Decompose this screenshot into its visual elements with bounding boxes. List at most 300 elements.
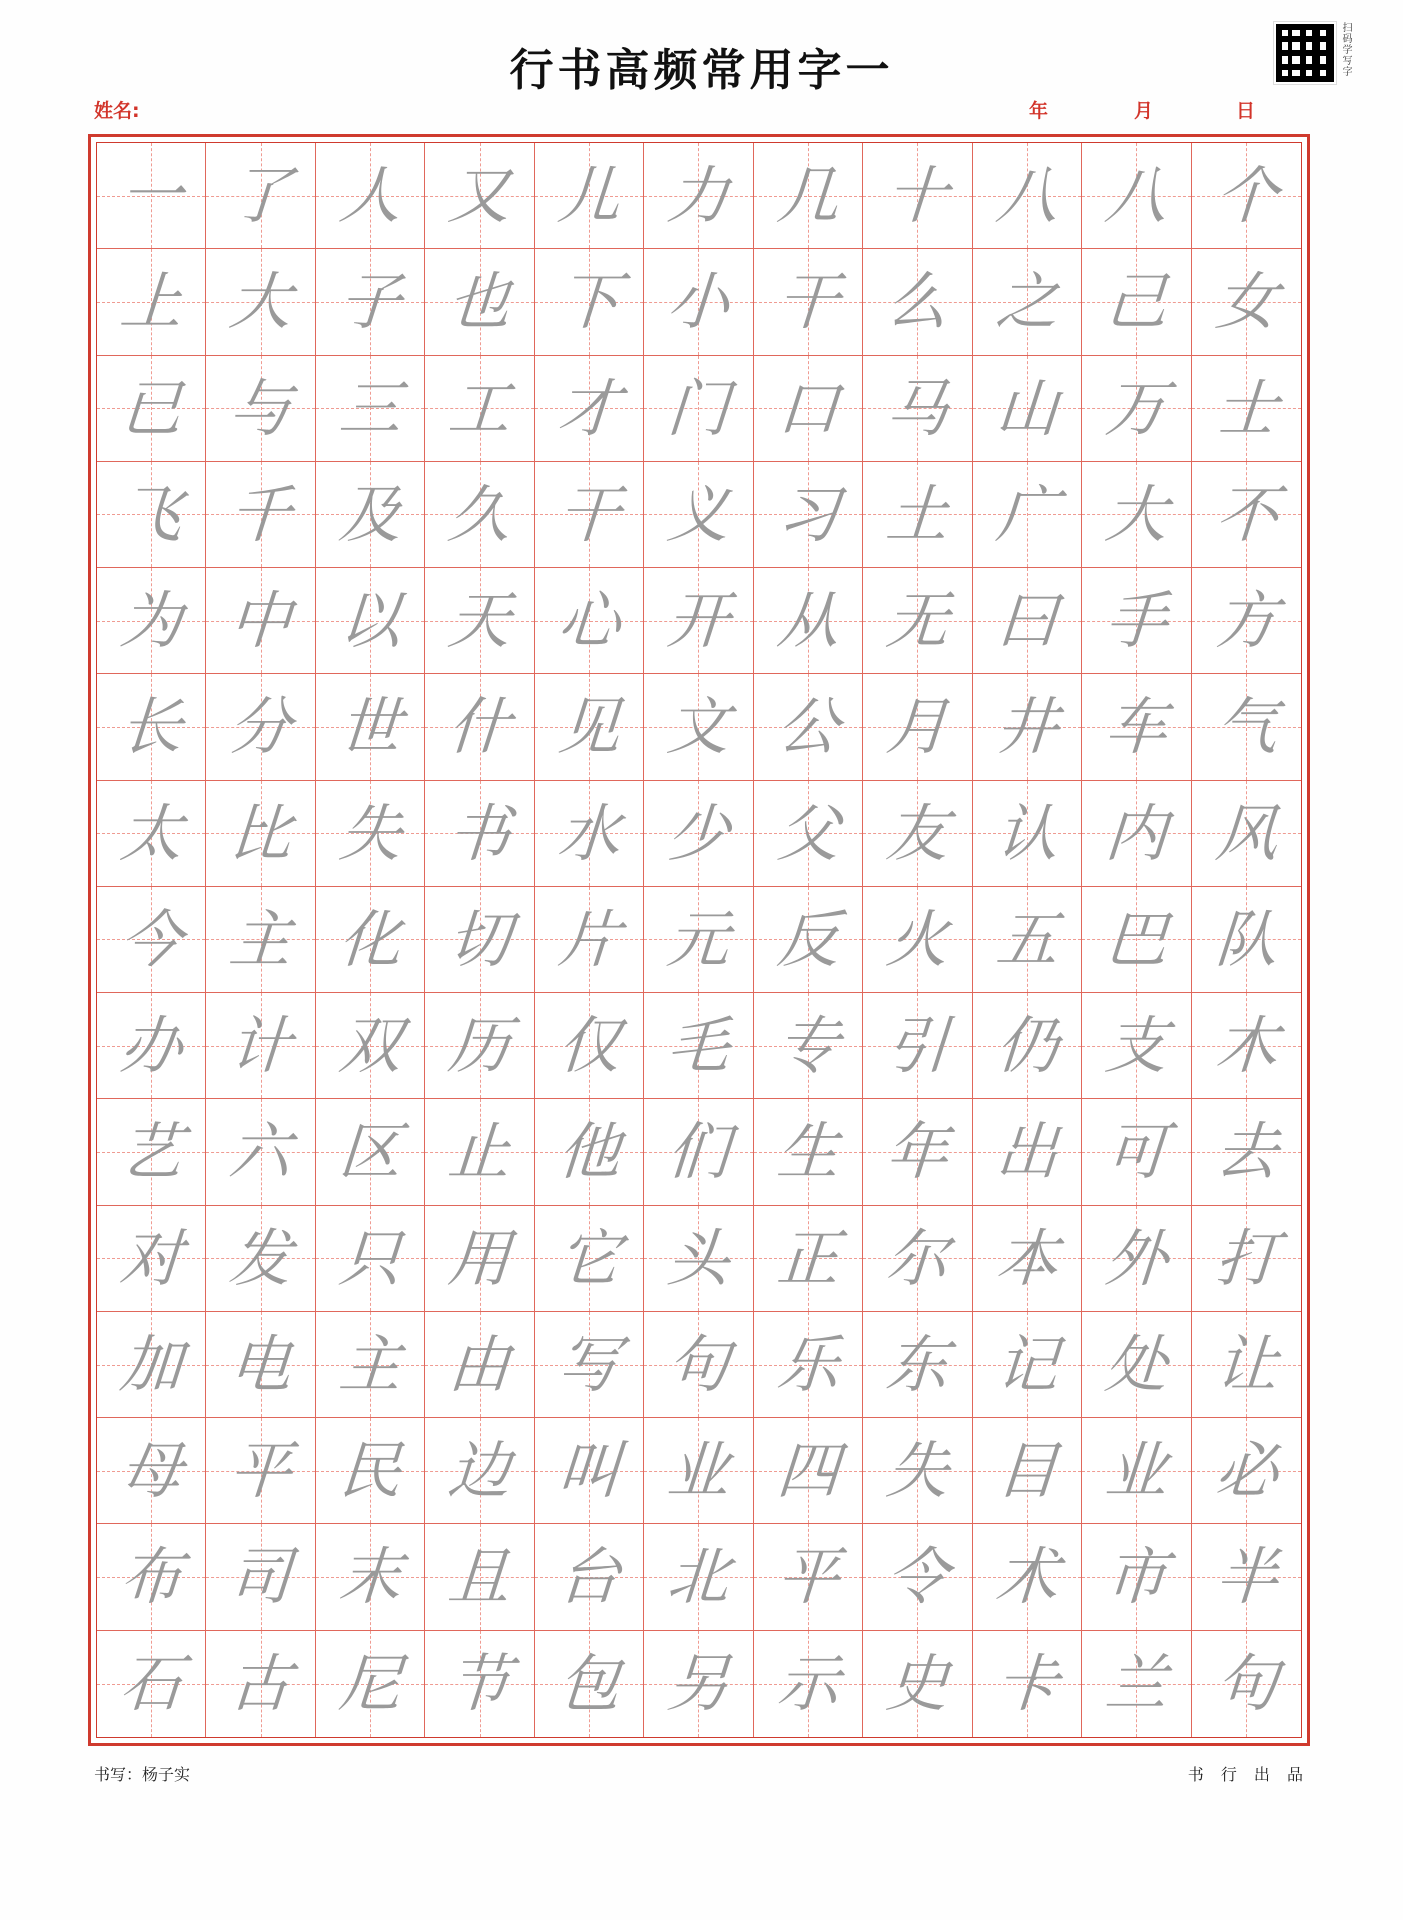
practice-cell[interactable] (425, 143, 534, 249)
practice-cell[interactable] (425, 993, 534, 1099)
practice-cell[interactable] (535, 1312, 644, 1418)
practice-cell[interactable] (316, 887, 425, 993)
practice-character: 办 (117, 1008, 185, 1082)
footer-author: 书写：杨子实 (94, 1765, 191, 1784)
practice-cell[interactable] (425, 462, 534, 568)
practice-cell[interactable] (316, 674, 425, 780)
practice-character: 六 (227, 1115, 295, 1189)
practice-cell[interactable] (425, 1206, 534, 1312)
practice-character: 见 (555, 689, 623, 763)
practice-cell[interactable] (1082, 1206, 1191, 1312)
practice-character: 片 (555, 902, 623, 976)
practice-cell[interactable] (1082, 249, 1191, 355)
practice-character: 支 (1102, 1008, 1170, 1082)
practice-character: 业 (1102, 1433, 1170, 1507)
practice-character: 另 (664, 1646, 733, 1720)
practice-cell[interactable] (1082, 1418, 1191, 1524)
practice-cell[interactable] (863, 993, 972, 1099)
practice-character: 力 (664, 158, 733, 232)
practice-character: 叫 (555, 1433, 623, 1507)
practice-character: 历 (446, 1008, 514, 1082)
practice-cell[interactable] (1082, 568, 1191, 674)
practice-cell[interactable] (1192, 1099, 1301, 1205)
page-title: 行书高频常用字一 (509, 45, 894, 96)
practice-cell[interactable] (644, 356, 753, 462)
practice-character: 令 (883, 1540, 951, 1614)
practice-cell[interactable] (644, 1206, 753, 1312)
practice-cell[interactable] (535, 1524, 644, 1630)
practice-cell[interactable] (973, 1206, 1082, 1312)
practice-cell[interactable] (973, 1418, 1082, 1524)
practice-character: 双 (336, 1008, 404, 1082)
practice-cell[interactable] (97, 1312, 206, 1418)
practice-cell[interactable] (425, 568, 534, 674)
practice-cell[interactable] (97, 781, 206, 887)
practice-character: 从 (774, 583, 842, 657)
practice-cell[interactable] (754, 1631, 863, 1737)
qr-caption: 扫码学写字 (1340, 22, 1351, 77)
practice-cell[interactable] (206, 143, 315, 249)
practice-cell[interactable] (1082, 1099, 1191, 1205)
practice-character: 八 (993, 158, 1061, 232)
practice-cell[interactable] (97, 249, 206, 355)
practice-cell[interactable] (754, 356, 863, 462)
practice-cell[interactable] (644, 143, 753, 249)
practice-character: 台 (555, 1540, 623, 1614)
practice-character: 习 (774, 477, 842, 551)
practice-cell[interactable] (973, 462, 1082, 568)
practice-cell[interactable] (754, 887, 863, 993)
practice-cell[interactable] (973, 249, 1082, 355)
practice-cell[interactable] (644, 1418, 753, 1524)
practice-character: 记 (993, 1327, 1061, 1401)
practice-cell[interactable] (754, 568, 863, 674)
practice-cell[interactable] (644, 674, 753, 780)
practice-character: 引 (883, 1008, 951, 1082)
practice-cell[interactable] (754, 1312, 863, 1418)
practice-character: 四 (774, 1433, 842, 1507)
practice-character: 土 (883, 477, 951, 551)
practice-cell[interactable] (863, 887, 972, 993)
practice-cell[interactable] (863, 781, 972, 887)
practice-character: 八 (1102, 158, 1170, 232)
practice-character: 万 (1102, 371, 1170, 445)
practice-cell[interactable] (754, 674, 863, 780)
practice-cell[interactable] (316, 249, 425, 355)
practice-character: 民 (336, 1433, 404, 1507)
practice-character: 让 (1212, 1327, 1280, 1401)
practice-cell[interactable] (1192, 1206, 1301, 1312)
practice-cell[interactable] (316, 1418, 425, 1524)
practice-cell[interactable] (863, 462, 972, 568)
practice-cell[interactable] (535, 993, 644, 1099)
practice-cell[interactable] (535, 887, 644, 993)
practice-character: 术 (993, 1540, 1061, 1614)
practice-cell[interactable] (206, 462, 315, 568)
footer-publisher: 书 行 出 品 (1187, 1765, 1309, 1784)
practice-character: 月 (883, 689, 951, 763)
practice-character: 巴 (1102, 902, 1170, 976)
practice-cell[interactable] (973, 1099, 1082, 1205)
practice-character: 又 (446, 158, 514, 232)
practice-cell[interactable] (1082, 143, 1191, 249)
practice-character: 士 (1212, 371, 1280, 445)
practice-character: 世 (336, 689, 404, 763)
date-year-label[interactable]: 年 (1028, 100, 1048, 122)
practice-cell[interactable] (1192, 1631, 1301, 1737)
practice-character: 久 (446, 477, 514, 551)
practice-character: 车 (1102, 689, 1170, 763)
practice-cell[interactable] (754, 1206, 863, 1312)
practice-character: 只 (336, 1221, 404, 1295)
practice-cell[interactable] (754, 1524, 863, 1630)
practice-character: 文 (664, 689, 733, 763)
practice-cell[interactable] (316, 568, 425, 674)
practice-cell[interactable] (973, 887, 1082, 993)
practice-cell[interactable] (535, 674, 644, 780)
practice-character: 为 (117, 583, 185, 657)
practice-cell[interactable] (644, 781, 753, 887)
practice-character: 子 (336, 264, 404, 338)
practice-character: 五 (993, 902, 1061, 976)
practice-character: 他 (555, 1115, 623, 1189)
practice-cell[interactable] (425, 356, 534, 462)
practice-character: 门 (664, 371, 733, 445)
practice-cell[interactable] (425, 1312, 534, 1418)
practice-character: 节 (446, 1646, 514, 1720)
practice-cell[interactable] (206, 1631, 315, 1737)
practice-cell[interactable] (97, 1418, 206, 1524)
practice-cell[interactable] (206, 1206, 315, 1312)
practice-cell[interactable] (425, 674, 534, 780)
practice-character: 认 (993, 796, 1061, 870)
practice-character: 主 (336, 1327, 404, 1401)
practice-cell[interactable] (973, 568, 1082, 674)
practice-cell[interactable] (644, 249, 753, 355)
practice-cell[interactable] (863, 1524, 972, 1630)
practice-character: 太 (117, 796, 185, 870)
practice-character: 包 (555, 1646, 623, 1720)
practice-character: 东 (883, 1327, 951, 1401)
practice-character: 上 (117, 264, 185, 338)
practice-cell[interactable] (973, 356, 1082, 462)
practice-cell[interactable] (863, 1418, 972, 1524)
practice-cell[interactable] (97, 1524, 206, 1630)
practice-character: 艺 (117, 1115, 185, 1189)
practice-cell[interactable] (206, 674, 315, 780)
practice-cell[interactable] (535, 1631, 644, 1737)
practice-cell[interactable] (206, 1524, 315, 1630)
date-day-label[interactable]: 日 (1235, 100, 1255, 122)
page-footer (0, 1762, 1403, 1802)
practice-cell[interactable] (1192, 674, 1301, 780)
practice-character: 大 (1102, 477, 1170, 551)
practice-cell[interactable] (1082, 993, 1191, 1099)
practice-character: 示 (774, 1646, 842, 1720)
practice-character: 火 (883, 902, 951, 976)
practice-cell[interactable] (425, 1524, 534, 1630)
practice-character: 已 (117, 371, 185, 445)
practice-character: 儿 (555, 158, 623, 232)
practice-character: 本 (993, 1221, 1061, 1295)
practice-cell[interactable] (973, 993, 1082, 1099)
name-date-row (0, 96, 1403, 124)
practice-cell[interactable] (1082, 674, 1191, 780)
practice-cell[interactable] (425, 887, 534, 993)
practice-cell[interactable] (316, 1312, 425, 1418)
practice-character: 曰 (993, 583, 1061, 657)
practice-cell[interactable] (754, 1099, 863, 1205)
practice-character: 分 (227, 689, 295, 763)
practice-cell[interactable] (316, 1206, 425, 1312)
practice-cell[interactable] (1192, 568, 1301, 674)
practice-cell[interactable] (1082, 1631, 1191, 1737)
practice-cell[interactable] (1192, 781, 1301, 887)
practice-cell[interactable] (97, 568, 206, 674)
practice-character: 生 (774, 1115, 842, 1189)
practice-cell[interactable] (1192, 249, 1301, 355)
practice-character: 失 (336, 796, 404, 870)
practice-cell[interactable] (863, 249, 972, 355)
practice-character: 义 (664, 477, 733, 551)
practice-character: 主 (227, 902, 295, 976)
practice-character: 史 (883, 1646, 951, 1720)
practice-cell[interactable] (644, 993, 753, 1099)
practice-cell[interactable] (973, 1631, 1082, 1737)
practice-cell[interactable] (1192, 143, 1301, 249)
practice-cell[interactable] (316, 1099, 425, 1205)
practice-character: 公 (774, 689, 842, 763)
practice-cell[interactable] (535, 1206, 644, 1312)
practice-character: 半 (1212, 1540, 1280, 1614)
practice-cell[interactable] (863, 1312, 972, 1418)
practice-cell[interactable] (97, 993, 206, 1099)
practice-character: 业 (664, 1433, 733, 1507)
practice-character: 专 (774, 1008, 842, 1082)
practice-cell[interactable] (206, 1099, 315, 1205)
practice-character: 个 (1212, 158, 1280, 232)
practice-cell[interactable] (316, 781, 425, 887)
practice-character: 尼 (336, 1646, 404, 1720)
practice-cell[interactable] (1192, 887, 1301, 993)
practice-cell[interactable] (973, 674, 1082, 780)
practice-cell[interactable] (754, 462, 863, 568)
practice-character: 用 (446, 1221, 514, 1295)
practice-cell[interactable] (425, 249, 534, 355)
practice-cell[interactable] (535, 462, 644, 568)
practice-cell[interactable] (535, 143, 644, 249)
practice-cell[interactable] (863, 674, 972, 780)
practice-character: 天 (446, 583, 514, 657)
practice-cell[interactable] (863, 1099, 972, 1205)
practice-character: 下 (555, 264, 623, 338)
practice-cell[interactable] (206, 1312, 315, 1418)
practice-character: 内 (1102, 796, 1170, 870)
practice-cell[interactable] (535, 568, 644, 674)
practice-cell[interactable] (863, 143, 972, 249)
practice-character: 比 (227, 796, 295, 870)
practice-cell[interactable] (425, 1631, 534, 1737)
practice-cell[interactable] (1082, 781, 1191, 887)
practice-cell[interactable] (1192, 462, 1301, 568)
practice-character: 木 (1212, 1008, 1280, 1082)
practice-character: 己 (1102, 264, 1170, 338)
practice-character: 仍 (993, 1008, 1061, 1082)
practice-cell[interactable] (316, 993, 425, 1099)
practice-cell[interactable] (644, 1312, 753, 1418)
practice-character: 人 (336, 158, 404, 232)
practice-cell[interactable] (97, 1631, 206, 1737)
practice-cell[interactable] (425, 781, 534, 887)
practice-character: 失 (883, 1433, 951, 1507)
practice-character: 司 (227, 1540, 295, 1614)
practice-cell[interactable] (1082, 356, 1191, 462)
practice-cell[interactable] (754, 781, 863, 887)
practice-cell[interactable] (206, 249, 315, 355)
practice-cell[interactable] (97, 674, 206, 780)
practice-character: 头 (664, 1221, 733, 1295)
practice-character: 千 (227, 477, 295, 551)
practice-character: 北 (664, 1540, 733, 1614)
practice-character: 卡 (993, 1646, 1061, 1720)
practice-cell[interactable] (535, 1099, 644, 1205)
practice-cell[interactable] (316, 462, 425, 568)
practice-cell[interactable] (644, 1099, 753, 1205)
practice-character: 以 (336, 583, 404, 657)
practice-cell[interactable] (973, 143, 1082, 249)
practice-character: 无 (883, 583, 951, 657)
practice-character: 少 (664, 796, 733, 870)
practice-character: 由 (446, 1327, 514, 1401)
practice-cell[interactable] (97, 1099, 206, 1205)
practice-character: 飞 (117, 477, 185, 551)
practice-cell[interactable] (206, 993, 315, 1099)
practice-character: 父 (774, 796, 842, 870)
practice-cell[interactable] (644, 887, 753, 993)
practice-character: 加 (117, 1327, 185, 1401)
practice-character: 平 (227, 1433, 295, 1507)
practice-cell[interactable] (754, 249, 863, 355)
practice-character: 大 (227, 264, 295, 338)
practice-character: 仅 (555, 1008, 623, 1082)
practice-cell[interactable] (754, 993, 863, 1099)
practice-character: 方 (1212, 583, 1280, 657)
practice-character: 开 (664, 583, 733, 657)
practice-character: 发 (227, 1221, 295, 1295)
practice-cell[interactable] (97, 462, 206, 568)
practice-cell[interactable] (535, 356, 644, 462)
practice-character: 手 (1102, 583, 1170, 657)
practice-cell[interactable] (1192, 1312, 1301, 1418)
practice-cell[interactable] (1082, 1312, 1191, 1418)
practice-character: 长 (117, 689, 185, 763)
practice-cell[interactable] (1192, 356, 1301, 462)
practice-cell[interactable] (316, 1631, 425, 1737)
practice-character: 了 (227, 158, 295, 232)
practice-cell[interactable] (644, 1631, 753, 1737)
practice-character: 心 (555, 583, 623, 657)
practice-character: 它 (555, 1221, 623, 1295)
qr-code-icon[interactable] (1274, 22, 1336, 84)
practice-cell[interactable] (644, 568, 753, 674)
practice-cell[interactable] (644, 1524, 753, 1630)
practice-cell[interactable] (206, 781, 315, 887)
practice-cell[interactable] (863, 1631, 972, 1737)
practice-cell[interactable] (754, 143, 863, 249)
practice-character: 外 (1102, 1221, 1170, 1295)
practice-cell[interactable] (206, 356, 315, 462)
practice-character: 队 (1212, 902, 1280, 976)
practice-character: 出 (993, 1115, 1061, 1189)
practice-cell[interactable] (97, 887, 206, 993)
practice-cell[interactable] (973, 1524, 1082, 1630)
practice-cell[interactable] (1082, 1524, 1191, 1630)
practice-cell[interactable] (973, 781, 1082, 887)
practice-character: 几 (774, 158, 842, 232)
practice-character: 口 (774, 371, 842, 445)
practice-cell[interactable] (316, 1524, 425, 1630)
practice-character: 止 (446, 1115, 514, 1189)
practice-cell[interactable] (973, 1312, 1082, 1418)
practice-cell[interactable] (535, 1418, 644, 1524)
practice-character: 小 (664, 264, 733, 338)
practice-cell[interactable] (97, 356, 206, 462)
practice-character: 书 (446, 796, 514, 870)
practice-character: 可 (1102, 1115, 1170, 1189)
practice-cell[interactable] (754, 1418, 863, 1524)
practice-character: 对 (117, 1221, 185, 1295)
practice-cell[interactable] (535, 249, 644, 355)
practice-cell[interactable] (425, 1418, 534, 1524)
practice-cell[interactable] (316, 143, 425, 249)
qr-block[interactable] (1274, 22, 1351, 84)
practice-cell[interactable] (316, 356, 425, 462)
practice-cell[interactable] (863, 356, 972, 462)
name-field-label[interactable]: 姓名: (94, 100, 140, 122)
practice-character: 句 (1212, 1646, 1280, 1720)
practice-cell[interactable] (1082, 887, 1191, 993)
practice-cell[interactable] (97, 143, 206, 249)
practice-character: 元 (664, 902, 733, 976)
practice-cell[interactable] (1082, 462, 1191, 568)
practice-cell[interactable] (97, 1206, 206, 1312)
practice-character: 中 (227, 583, 295, 657)
practice-cell[interactable] (1192, 1418, 1301, 1524)
practice-cell[interactable] (1192, 993, 1301, 1099)
practice-character: 水 (555, 796, 623, 870)
practice-character: 今 (117, 902, 185, 976)
practice-cell[interactable] (644, 462, 753, 568)
practice-cell[interactable] (863, 1206, 972, 1312)
practice-cell[interactable] (863, 568, 972, 674)
practice-cell[interactable] (206, 887, 315, 993)
practice-cell[interactable] (425, 1099, 534, 1205)
practice-character: 母 (117, 1433, 185, 1507)
practice-character: 兰 (1102, 1646, 1170, 1720)
practice-character: 市 (1102, 1540, 1170, 1614)
practice-character: 尔 (883, 1221, 951, 1295)
practice-character: 计 (227, 1008, 295, 1082)
practice-character: 平 (774, 1540, 842, 1614)
practice-character: 石 (117, 1646, 185, 1720)
date-month-label[interactable]: 月 (1133, 100, 1153, 122)
practice-character: 写 (555, 1327, 623, 1401)
practice-cell[interactable] (535, 781, 644, 887)
practice-character: 切 (446, 902, 514, 976)
practice-cell[interactable] (1192, 1524, 1301, 1630)
practice-cell[interactable] (206, 568, 315, 674)
practice-cell[interactable] (206, 1418, 315, 1524)
